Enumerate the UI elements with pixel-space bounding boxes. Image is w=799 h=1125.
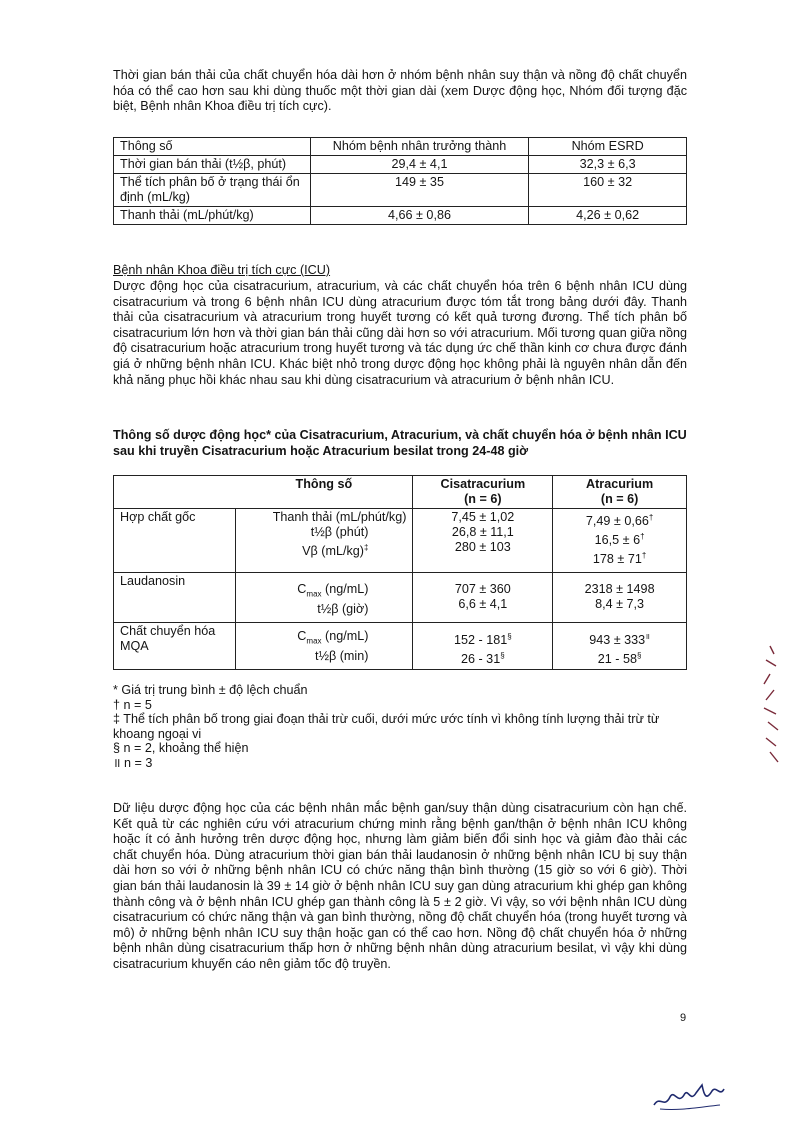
param-cell: $C_{max}$ (ng/mL) t½β (giờ) [235, 573, 413, 623]
value-cell: 943 ± 333॥ 21 - 58§ [553, 623, 687, 670]
table-cell: 160 ± 32 [529, 174, 687, 207]
param-label: Thanh thải (mL/phút/kg) [272, 510, 407, 524]
icu-paragraph: Dược động học của cisatracurium, atracurium, và các chất chuyển hóa trên 6 bệnh nhân ICU dùng cisatracurium và trong 6 bệnh nhân ICU dùng atracurium được tóm tắt trong bảng dưới đây. Thanh thải của cisatracurium và atracurium trong huyết tương có kết quả tương đương. Thể tích phân bố cisatracurium lớn hơn và thời gian bán thải cũng dài hơn so với atracurium. Mối tương quan giữa nồng độ cisatracurium hoặc atracurium trong huyết tương và tác dụng ức chế thần kinh cơ chưa được đánh giá ở những bệnh nhân ICU. Khác biệt nhỏ trong dược động học không phải là nguyên nhân dẫn đến khả năng phục hồi khác nhau sau khi dùng cisatracurium và atracurium ở bệnh nhân ICU. [113, 279, 687, 387]
table2-title: Thông số dược động học* của Cisatracurium, Atracurium, và chất chuyển hóa ở bệnh nhân ICU sau khi truyền Cisatracurium hoặc Atracurium besilat trong 24-48 giờ [113, 428, 687, 458]
table-row [114, 174, 687, 207]
footnotes [113, 683, 687, 770]
signature-icon [650, 1075, 730, 1115]
footnote: ‡ Thể tích phân bố trong giai đoạn thải trừ cuối, dưới mức ước tính vì không tính lượng thải trừ từ khoang ngoại vi [113, 712, 660, 741]
table-header-row [114, 476, 687, 509]
table-cell: 4,66 ± 0,86 [310, 207, 529, 225]
footnote: † n = 5 [113, 697, 152, 712]
icu-heading: Bệnh nhân Khoa điều trị tích cực (ICU) [113, 263, 331, 277]
table-header-cell: Thông số [114, 138, 311, 156]
param-label: t½β (phút) [310, 525, 369, 539]
table-renal-pk [113, 137, 687, 225]
intro-paragraph: Thời gian bán thải của chất chuyển hóa dài hơn ở nhóm bệnh nhân suy thận và nồng độ chất chuyển hóa có thể cao hơn sau khi dùng thuốc một thời gian dài (xem Dược động học, Nhóm đối tượng đặc biệt, Bệnh nhân Khoa điều trị tích cực). [113, 68, 687, 114]
table-row [114, 623, 687, 670]
group-name: Laudanosin [114, 573, 236, 623]
margin-stamp-icon [756, 640, 786, 770]
value-cell: 7,49 ± 0,66† 16,5 ± 6† 178 ± 71† [553, 509, 687, 573]
param-cell: $C_{max}$ (ng/mL) t½β (min) [235, 623, 413, 670]
header-label: Atracurium [586, 477, 654, 491]
param-cell [235, 509, 413, 573]
page-number: 9 [680, 1012, 687, 1024]
table-row [114, 573, 687, 623]
value-cell: 152 - 181§ 26 - 31§ [413, 623, 553, 670]
header-sublabel: (n = 6) [600, 492, 639, 506]
table-header-cell: Nhóm ESRD [529, 138, 687, 156]
table-row [114, 509, 687, 573]
group-name: Chất chuyển hóa MQA [114, 623, 236, 670]
footnote: ॥ n = 3 [113, 755, 153, 770]
table-cell: 29,4 ± 4,1 [310, 156, 529, 174]
value-cell: 2318 ± 1498 8,4 ± 7,3 [553, 573, 687, 623]
table-header-cell [114, 476, 236, 509]
param-label: Vβ (mL/kg)‡ [302, 543, 369, 559]
table-cell: 149 ± 35 [310, 174, 529, 207]
table-cell: 32,3 ± 6,3 [529, 156, 687, 174]
table-cell: Thời gian bán thải (t½β, phút) [114, 156, 311, 174]
final-paragraph: Dữ liệu dược động học của các bệnh nhân mắc bệnh gan/suy thận dùng cisatracurium còn hạn chế. Kết quả từ các nghiên cứu với atracurium chứng minh rằng bệnh gan/thận ở bệnh nhân ICU không hoặc ít có ảnh hưởng trên dược động học, nhưng làm giảm biến đổi sinh học và giảm đào thải các chất chuyển hóa. Dùng atracurium thời gian bán thải laudanosin ở những bệnh nhân ICU bị suy thận dài hơn so với ở những bệnh nhân ICU có chức năng thận bình thường (15 giờ so với 6 giờ). Thời gian bán thải laudanosin là 39 ± 14 giờ ở bệnh nhân ICU suy gan dùng atracurium khi ghép gan không thành công và ở bệnh nhân ICU ghép gan thành công là 5 ± 2 giờ. Vì vậy, so với bệnh nhân ICU dùng cisatracurium có chức năng thận và gan bình thường, nồng độ chất chuyển hóa (trong huyết tương và mô) ở những bệnh nhân ICU suy thận hoặc gan có thể cao hơn. Nồng độ chất chuyển hóa ở những bệnh nhân dùng cisatracurium thấp hơn ở những bệnh nhân dùng atracurium besilat, vì vậy khi dùng cisatracurium khuyến cáo nên giảm tốc độ truyền. [113, 801, 687, 971]
table-header-cell: Nhóm bệnh nhân trưởng thành [310, 138, 529, 156]
header-label: Cisatracurium [440, 477, 526, 491]
value-cell: 707 ± 360 6,6 ± 4,1 [413, 573, 553, 623]
table-row [114, 156, 687, 174]
table-row [114, 207, 687, 225]
value-cell: 7,45 ± 1,02 26,8 ± 11,1 280 ± 103 [413, 509, 553, 573]
table-header-cell [413, 476, 553, 509]
group-name: Hợp chất gốc [114, 509, 236, 573]
header-sublabel: (n = 6) [464, 492, 502, 506]
table-cell: Thể tích phân bố ở trạng thái ổn định (mL/kg) [114, 174, 311, 207]
footnote: § n = 2, khoảng thể hiện [113, 741, 249, 755]
footnote: * Giá trị trung bình ± độ lệch chuẩn [113, 683, 308, 697]
table-header-cell: Thông số [235, 476, 413, 509]
table-header-row [114, 138, 687, 156]
table-icu-pk [113, 475, 687, 670]
table-cell: 4,26 ± 0,62 [529, 207, 687, 225]
table-header-cell [553, 476, 687, 509]
table-cell: Thanh thải (mL/phút/kg) [114, 207, 311, 225]
